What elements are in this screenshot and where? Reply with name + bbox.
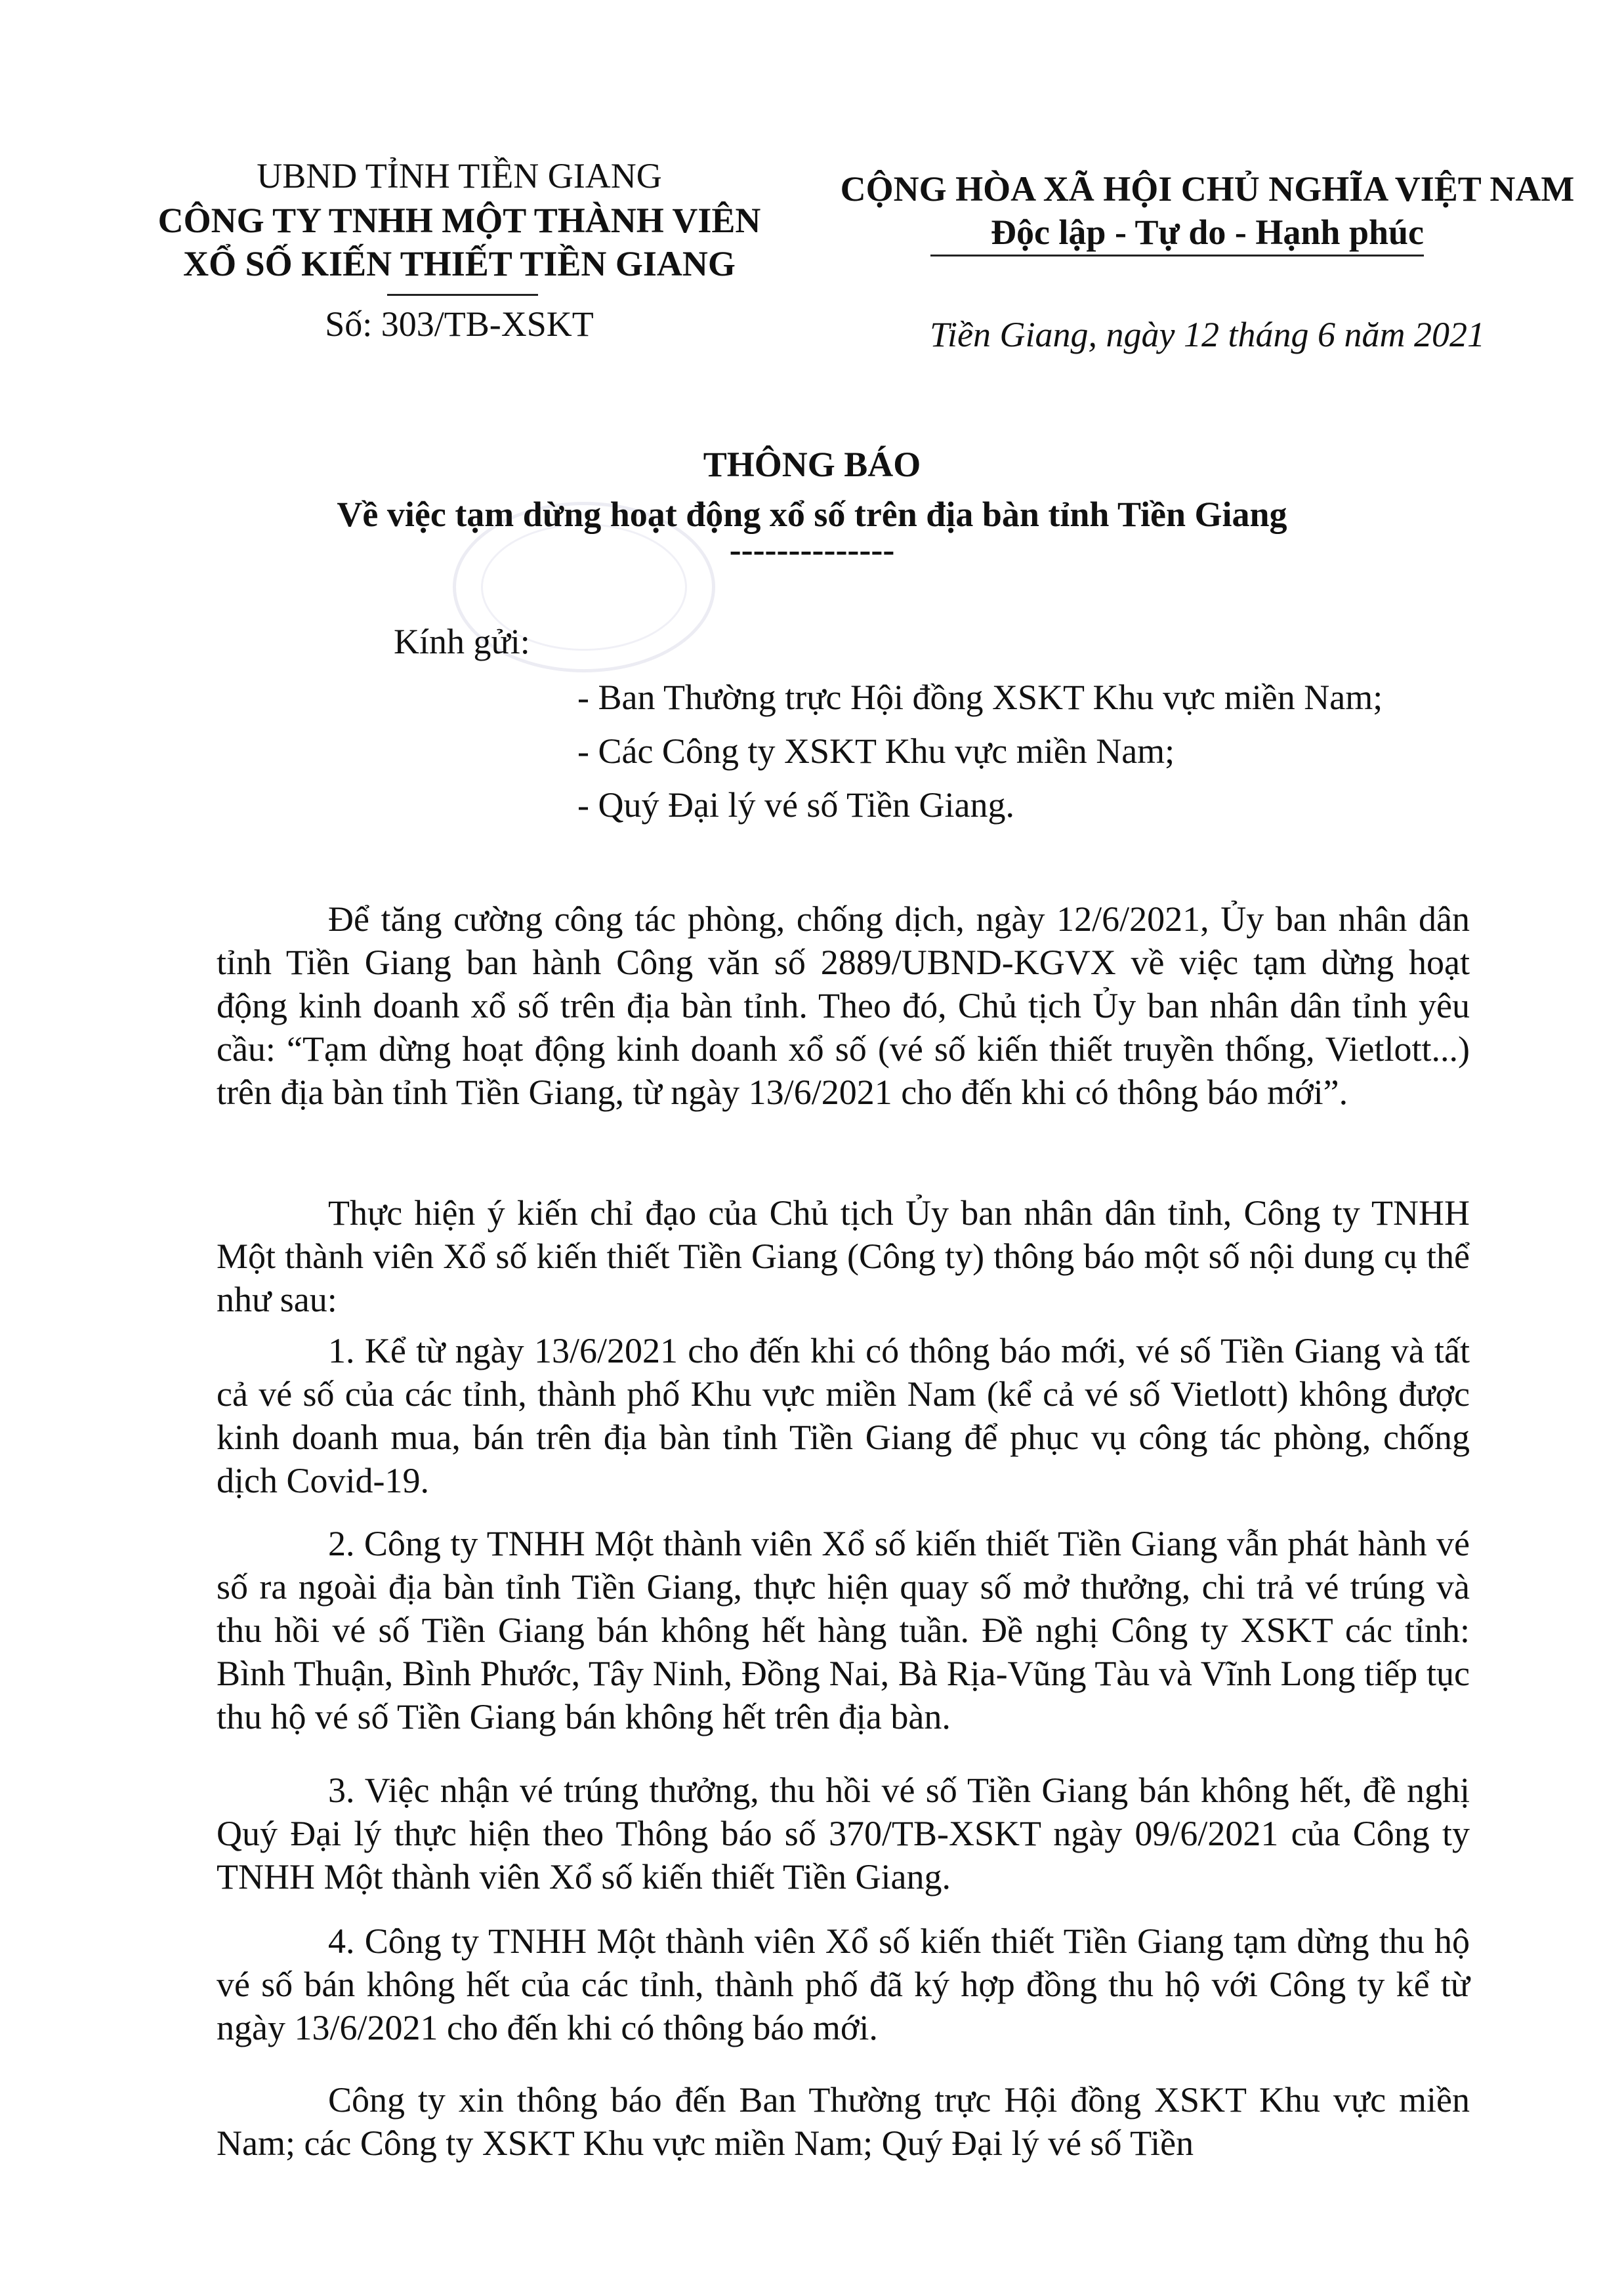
national-motto: Độc lập - Tự do - Hạnh phúc (990, 213, 1425, 252)
company-name-line1: CÔNG TY TNHH MỘT THÀNH VIÊN (157, 201, 761, 240)
recipient-item: - Quý Đại lý vé số Tiền Giang. (577, 785, 1014, 825)
document-number: Số: 303/TB-XSKT (325, 304, 594, 344)
body-paragraph-intro: Để tăng cường công tác phòng, chống dịch, ngày 12/6/2021, Ủy ban nhân dân tỉnh Tiền Giang ban hành Công văn số 2889/UBND-KGVX về việc tạm dừng hoạt động kinh doanh xổ số trên địa bàn tỉnh. Theo đó, Chủ tịch Ủy ban nhân dân tỉnh yêu cầu: “Tạm dừng hoạt động kinh doanh xổ số (vé số kiến thiết truyền thống, Vietlott...) trên địa bàn tỉnh Tiền Giang, từ ngày 13/6/2021 cho đến khi có thông báo mới”. (217, 899, 1470, 1112)
body-paragraph-implementation: Thực hiện ý kiến chỉ đạo của Chủ tịch Ủy ban nhân dân tỉnh, Công ty TNHH Một thành viên Xổ số kiến thiết Tiền Giang (Công ty) thông báo một số nội dung cụ thể như sau: (217, 1193, 1470, 1319)
body-paragraph-item-3: 3. Việc nhận vé trúng thưởng, thu hồi vé số Tiền Giang bán không hết, đề nghị Quý Đại lý thực hiện theo Thông báo số 370/TB-XSKT ngày 09/6/2021 của Công ty TNHH Một thành viên Xổ số kiến thiết Tiền Giang. (217, 1771, 1470, 1896)
authority-name: UBND TỈNH TIỀN GIANG (257, 156, 662, 195)
recipient-item: - Các Công ty XSKT Khu vực miền Nam; (577, 731, 1175, 771)
document-type-title: THÔNG BÁO (703, 445, 921, 484)
recipient-item: - Ban Thường trực Hội đồng XSKT Khu vực miền Nam; (577, 678, 1383, 717)
body-paragraph-item-1: 1. Kể từ ngày 13/6/2021 cho đến khi có thông báo mới, vé số Tiền Giang và tất cả vé số của các tỉnh, thành phố Khu vực miền Nam (kể cả vé số Vietlott) không được kinh doanh mua, bán trên địa bàn tỉnh Tiền Giang để phục vụ công tác phòng, chống dịch Covid-19. (217, 1331, 1470, 1500)
body-paragraph-closing: Công ty xin thông báo đến Ban Thường trực Hội đồng XSKT Khu vực miền Nam; các Công ty XSKT Khu vực miền Nam; Quý Đại lý vé số Tiền (217, 2080, 1470, 2163)
place-and-date: Tiền Giang, ngày 12 tháng 6 năm 2021 (930, 315, 1485, 354)
company-name-line2: XỔ SỐ KIẾN THIẾT TIỀN GIANG (183, 244, 736, 283)
salutation: Kính gửi: (394, 622, 530, 661)
country-name: CỘNG HÒA XÃ HỘI CHỦ NGHĨA VIỆT NAM (840, 169, 1575, 209)
document-subject: Về việc tạm dừng hoạt động xổ số trên địa bàn tỉnh Tiền Giang (337, 495, 1287, 534)
body-paragraph-item-4: 4. Công ty TNHH Một thành viên Xổ số kiến thiết Tiền Giang tạm dừng thu hộ vé số bán không hết của các tỉnh, thành phố đã ký hợp đồng thu hộ với Công ty kể từ ngày 13/6/2021 cho đến khi có thông báo mới. (217, 1921, 1470, 2047)
motto-underline (930, 255, 1424, 256)
title-separator: -------------- (729, 530, 895, 569)
body-paragraph-item-2: 2. Công ty TNHH Một thành viên Xổ số kiến thiết Tiền Giang vẫn phát hành vé số ra ngoài địa bàn tỉnh Tiền Giang, thực hiện quay số mở thưởng, chi trả vé trúng và thu hồi vé số Tiền Giang bán không hết hàng tuần. Đề nghị Công ty XSKT các tỉnh: Bình Thuận, Bình Phước, Tây Ninh, Đồng Nai, Bà Rịa-Vũng Tàu và Vĩnh Long tiếp tục thu hộ vé số Tiền Giang bán không hết trên địa bàn. (217, 1524, 1470, 1736)
header-left-underline (387, 294, 538, 296)
